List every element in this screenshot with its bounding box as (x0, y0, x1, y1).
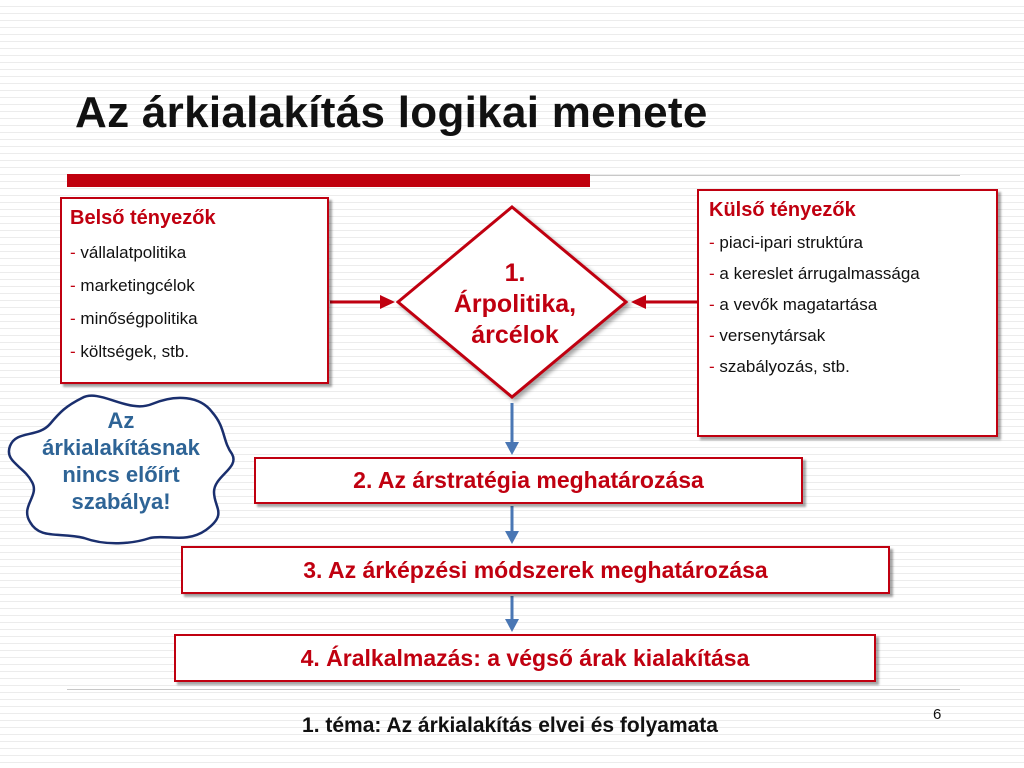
list-item: - versenytársak (709, 326, 826, 345)
external-arrowhead (631, 295, 646, 309)
page-number: 6 (933, 706, 942, 723)
internal-factors-list (70, 242, 319, 362)
step3-box: 3. Az árképzési módszerek meghatározása (181, 546, 890, 594)
internal-factors-box (60, 197, 329, 384)
flow-arrowhead-2-3 (505, 531, 519, 544)
external-factors-list (709, 232, 986, 377)
internal-arrowhead (380, 295, 395, 309)
flow-arrowhead-1-2 (505, 442, 519, 455)
slide-title: Az árkialakítás logikai menete (75, 88, 708, 137)
external-factors-heading: Külső tényezők (709, 199, 856, 221)
step4-box: 4. Áralkalmazás: a végső árak kialakítása (174, 634, 876, 682)
step2-box: 2. Az árstratégia meghatározása (254, 457, 803, 504)
list-item: - szabályozás, stb. (709, 357, 850, 376)
list-item: - vállalatpolitika (70, 243, 187, 262)
step1-label: 1. Árpolitika, árcélok (453, 259, 577, 349)
slide-footer: 1. téma: Az árkialakítás elvei és folyamata (302, 714, 718, 737)
internal-factors-heading: Belső tényezők (70, 207, 216, 229)
list-item: - marketingcélok (70, 276, 195, 295)
note-cloud-text: Az árkialakításnak nincs előírt szabálya! (42, 408, 200, 514)
list-item: - a kereslet árrugalmassága (709, 264, 920, 283)
list-item: - minőségpolitika (70, 309, 198, 328)
flow-arrowhead-3-4 (505, 619, 519, 632)
external-factors-box (697, 189, 998, 437)
list-item: - piaci-ipari struktúra (709, 233, 864, 252)
footer-rule (67, 689, 960, 690)
list-item: - költségek, stb. (70, 342, 190, 361)
list-item: - a vevők magatartása (709, 295, 878, 314)
